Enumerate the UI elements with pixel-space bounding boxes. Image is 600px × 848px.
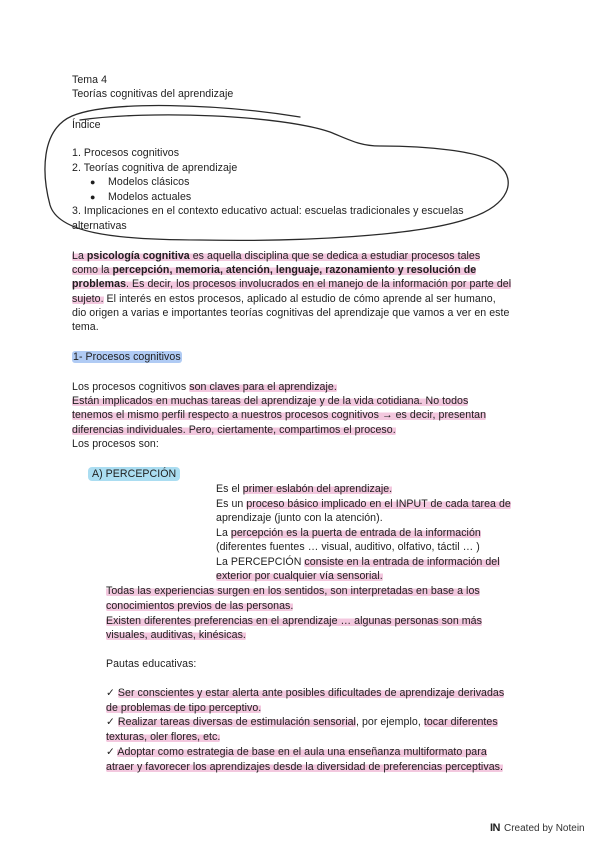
section-line: tenemos el mismo perfil respecto a nuestros procesos cognitivos → es decir, presentan bbox=[72, 409, 487, 421]
perception-line: Es un proceso básico implicado en el INPUT de cada tarea de bbox=[216, 498, 511, 510]
created-by-text: Created by Notein bbox=[504, 822, 585, 834]
guideline-item: ✓ Adoptar como estrategia de base en el aula una enseñanza multiformato para bbox=[106, 746, 487, 758]
subsection-heading: A) PERCEPCIÓN bbox=[88, 467, 180, 481]
bullet-icon: ● bbox=[90, 192, 96, 202]
section-heading: 1- Procesos cognitivos bbox=[73, 351, 181, 363]
perception-line: aprendizaje (junto con la atención). bbox=[216, 512, 383, 524]
section-line: Los procesos cognitivos son claves para el aprendizaje. bbox=[72, 381, 337, 393]
perception-line: (diferentes fuentes … visual, auditivo, olfativo, táctil … ) bbox=[216, 541, 480, 553]
check-icon: ✓ bbox=[106, 687, 118, 699]
guidelines-title: Pautas educativas: bbox=[106, 658, 197, 670]
perception-line: La percepción es la puerta de entrada de la información bbox=[216, 527, 481, 539]
bullet-icon: ● bbox=[90, 177, 96, 187]
index-item-3-cont: alternativas bbox=[72, 220, 127, 232]
guideline-item: ✓ Ser conscientes y estar alerta ante posibles dificultades de aprendizaje derivadas bbox=[106, 687, 505, 699]
check-icon: ✓ bbox=[106, 716, 118, 728]
guideline-item-cont: de problemas de tipo perceptivo. bbox=[106, 702, 262, 714]
perception-line: Es el primer eslabón del aprendizaje. bbox=[216, 483, 393, 495]
perception-paragraph: Todas las experiencias surgen en los sentidos, son interpretadas en base a los bbox=[106, 585, 480, 597]
topic-number: Tema 4 bbox=[72, 74, 108, 86]
index-item-1: 1. Procesos cognitivos bbox=[72, 147, 180, 159]
intro-line: tema. bbox=[72, 321, 99, 333]
perception-line: La PERCEPCIÓN consiste en la entrada de información del bbox=[216, 556, 500, 568]
guideline-item: ✓ Realizar tareas diversas de estimulación sensorial, por ejemplo, tocar diferentes bbox=[106, 716, 498, 728]
section-line: Están implicados en muchas tareas del aprendizaje y de la vida cotidiana. No todos bbox=[72, 395, 469, 407]
index-item-2: 2. Teorías cognitiva de aprendizaje bbox=[72, 162, 238, 174]
perception-line: exterior por cualquier vía sensorial. bbox=[216, 570, 383, 582]
intro-line: La psicología cognitiva es aquella disciplina que se dedica a estudiar procesos tales bbox=[72, 250, 481, 262]
document-subtitle: Teorías cognitivas del aprendizaje bbox=[72, 88, 234, 100]
guideline-item-cont: texturas, oler flores, etc. bbox=[106, 731, 221, 743]
index-subitem-1: Modelos clásicos bbox=[108, 176, 190, 188]
check-icon: ✓ bbox=[106, 746, 118, 758]
perception-paragraph: visuales, auditivas, kinésicas. bbox=[106, 629, 246, 641]
index-item-3: 3. Implicaciones en el contexto educativo actual: escuelas tradicionales y escuelas bbox=[72, 205, 464, 217]
notein-logo-icon: IN bbox=[490, 822, 500, 834]
intro-line: dio origen a varias e importantes teorías cognitivas del aprendizaje que vamos a ver en este bbox=[72, 307, 510, 319]
perception-paragraph: Existen diferentes preferencias en el aprendizaje … algunas personas son más bbox=[106, 615, 482, 627]
perception-paragraph: conocimientos previos de las personas. bbox=[106, 600, 294, 612]
intro-line: como la percepción, memoria, atención, lenguaje, razonamiento y resolución de bbox=[72, 264, 477, 276]
index-title: Índice bbox=[72, 119, 101, 131]
footer-watermark bbox=[490, 822, 585, 834]
guideline-item-cont: atraer y favorecer los aprendizajes desde la diversidad de preferencias perceptivas. bbox=[106, 761, 503, 773]
intro-line: problemas. Es decir, los procesos involucrados en el manejo de la información por parte del bbox=[72, 278, 512, 290]
section-line: Los procesos son: bbox=[72, 438, 159, 450]
intro-line: sujeto. El interés en estos procesos, aplicado al estudio de cómo aprende al ser humano, bbox=[72, 293, 496, 305]
section-line: diferencias individuales. Pero, ciertamente, compartimos el proceso. bbox=[72, 424, 396, 436]
index-subitem-2: Modelos actuales bbox=[108, 191, 192, 203]
